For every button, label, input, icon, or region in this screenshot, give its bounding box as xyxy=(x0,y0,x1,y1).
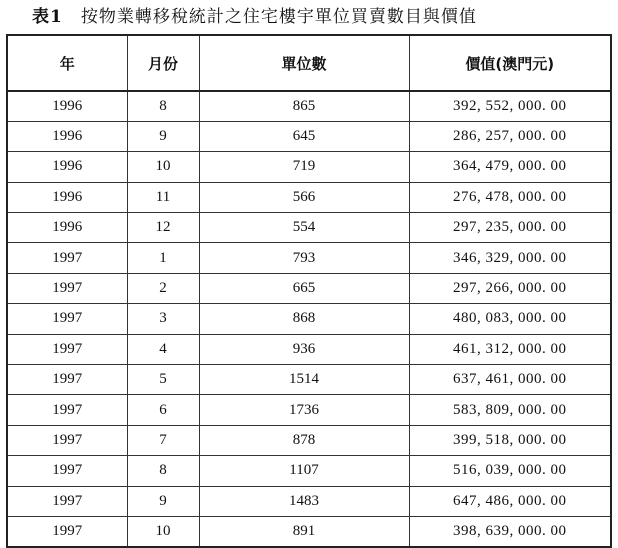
cell-value: 297, 235, 000. 00 xyxy=(409,213,611,243)
cell-month: 8 xyxy=(127,91,199,121)
table-row xyxy=(7,273,611,303)
cell-value: 346, 329, 000. 00 xyxy=(409,243,611,273)
cell-month: 12 xyxy=(127,213,199,243)
cell-year: 1997 xyxy=(7,304,127,334)
cell-units: 1483 xyxy=(199,486,409,516)
cell-month: 3 xyxy=(127,304,199,334)
sales-table xyxy=(6,34,612,548)
cell-value: 516, 039, 000. 00 xyxy=(409,456,611,486)
cell-year: 1997 xyxy=(7,273,127,303)
cell-year: 1996 xyxy=(7,121,127,151)
cell-value: 364, 479, 000. 00 xyxy=(409,152,611,182)
cell-value: 297, 266, 000. 00 xyxy=(409,273,611,303)
cell-month: 9 xyxy=(127,486,199,516)
cell-units: 936 xyxy=(199,334,409,364)
cell-value: 647, 486, 000. 00 xyxy=(409,486,611,516)
cell-units: 865 xyxy=(199,91,409,121)
cell-units: 645 xyxy=(199,121,409,151)
header-row xyxy=(7,35,611,91)
cell-year: 1997 xyxy=(7,516,127,546)
cell-month: 4 xyxy=(127,334,199,364)
cell-units: 719 xyxy=(199,152,409,182)
cell-value: 583, 809, 000. 00 xyxy=(409,395,611,425)
table-row xyxy=(7,182,611,212)
header-units: 單位數 xyxy=(199,35,409,91)
cell-units: 554 xyxy=(199,213,409,243)
cell-year: 1997 xyxy=(7,425,127,455)
cell-value: 286, 257, 000. 00 xyxy=(409,121,611,151)
table-row xyxy=(7,91,611,121)
cell-month: 7 xyxy=(127,425,199,455)
table-row xyxy=(7,304,611,334)
cell-year: 1997 xyxy=(7,243,127,273)
cell-value: 399, 518, 000. 00 xyxy=(409,425,611,455)
header-value: 價值(澳門元) xyxy=(409,35,611,91)
cell-value: 480, 083, 000. 00 xyxy=(409,304,611,334)
cell-year: 1996 xyxy=(7,182,127,212)
cell-month: 1 xyxy=(127,243,199,273)
cell-units: 1514 xyxy=(199,365,409,395)
table-row xyxy=(7,516,611,546)
cell-value: 637, 461, 000. 00 xyxy=(409,365,611,395)
cell-year: 1996 xyxy=(7,91,127,121)
cell-year: 1997 xyxy=(7,334,127,364)
table-number: 表1 xyxy=(32,7,63,27)
cell-month: 10 xyxy=(127,152,199,182)
table-row xyxy=(7,486,611,516)
header-year: 年 xyxy=(7,35,127,91)
table-row xyxy=(7,213,611,243)
cell-value: 398, 639, 000. 00 xyxy=(409,516,611,546)
cell-units: 566 xyxy=(199,182,409,212)
cell-value: 276, 478, 000. 00 xyxy=(409,182,611,212)
header-month: 月份 xyxy=(127,35,199,91)
cell-year: 1997 xyxy=(7,486,127,516)
cell-year: 1996 xyxy=(7,213,127,243)
cell-month: 8 xyxy=(127,456,199,486)
cell-month: 2 xyxy=(127,273,199,303)
cell-units: 793 xyxy=(199,243,409,273)
cell-month: 9 xyxy=(127,121,199,151)
table-row xyxy=(7,456,611,486)
cell-year: 1997 xyxy=(7,365,127,395)
table-row xyxy=(7,152,611,182)
cell-year: 1996 xyxy=(7,152,127,182)
cell-units: 868 xyxy=(199,304,409,334)
cell-year: 1997 xyxy=(7,395,127,425)
cell-units: 891 xyxy=(199,516,409,546)
cell-units: 1107 xyxy=(199,456,409,486)
table-row xyxy=(7,365,611,395)
cell-month: 6 xyxy=(127,395,199,425)
table-body xyxy=(7,91,611,547)
cell-month: 10 xyxy=(127,516,199,546)
cell-units: 1736 xyxy=(199,395,409,425)
cell-year: 1997 xyxy=(7,456,127,486)
table-caption xyxy=(32,4,477,30)
table-row xyxy=(7,395,611,425)
table-row xyxy=(7,121,611,151)
cell-month: 11 xyxy=(127,182,199,212)
table-row xyxy=(7,334,611,364)
cell-units: 665 xyxy=(199,273,409,303)
cell-month: 5 xyxy=(127,365,199,395)
table-row xyxy=(7,425,611,455)
cell-value: 461, 312, 000. 00 xyxy=(409,334,611,364)
cell-units: 878 xyxy=(199,425,409,455)
table-title: 按物業轉移稅統計之住宅樓宇單位買賣數目與價值 xyxy=(80,7,477,27)
table-row xyxy=(7,243,611,273)
cell-value: 392, 552, 000. 00 xyxy=(409,91,611,121)
